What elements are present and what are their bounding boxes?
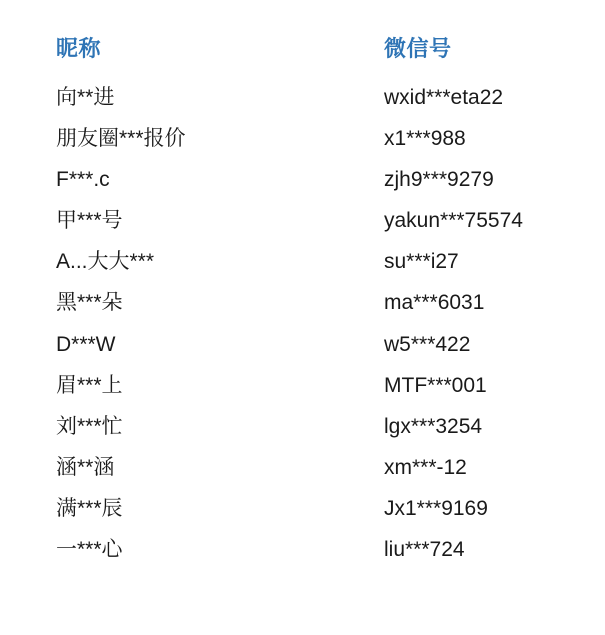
table-row	[0, 77, 605, 118]
cell-wechat-id: liu***724	[384, 538, 465, 562]
cell-wechat-id: lgx***3254	[384, 414, 483, 438]
cell-nickname: F***.c	[56, 168, 110, 192]
table-header	[0, 24, 605, 77]
cell-wechat-id: x1***988	[384, 127, 466, 151]
cell-wechat-id: w5***422	[384, 332, 471, 356]
cell-nickname: 涵**涵	[56, 455, 115, 479]
table-row	[0, 118, 605, 159]
table-row	[0, 200, 605, 241]
cell-nickname: A...大大***	[56, 250, 155, 274]
table-row	[0, 324, 605, 365]
cell-wechat-id: xm***-12	[384, 455, 467, 479]
cell-nickname: 甲***号	[56, 209, 123, 233]
cell-wechat-id: ma***6031	[384, 291, 485, 315]
user-list-table	[0, 24, 605, 570]
cell-nickname: 一***心	[56, 538, 123, 562]
table-row	[0, 529, 605, 570]
table-row	[0, 159, 605, 200]
cell-wechat-id: MTF***001	[384, 373, 487, 397]
cell-nickname: 刘***忙	[56, 414, 123, 438]
cell-nickname: 满***辰	[56, 496, 123, 520]
cell-wechat-id: Jx1***9169	[384, 496, 488, 520]
table-row	[0, 488, 605, 529]
table-header-row	[0, 24, 605, 77]
table-row	[0, 406, 605, 447]
table-row	[0, 365, 605, 406]
cell-wechat-id: su***i27	[384, 250, 459, 274]
cell-nickname: 黑***朵	[56, 291, 123, 315]
cell-wechat-id: yakun***75574	[384, 209, 523, 233]
table-row	[0, 241, 605, 282]
column-header-wechat-id: 微信号	[384, 36, 452, 61]
cell-wechat-id: wxid***eta22	[384, 86, 504, 109]
cell-nickname: 向**进	[56, 86, 115, 109]
table-row	[0, 447, 605, 488]
table-row	[0, 282, 605, 323]
cell-nickname: 朋友圈***报价	[56, 127, 186, 151]
cell-nickname: D***W	[56, 332, 116, 356]
cell-nickname: 眉***上	[56, 373, 123, 397]
table-body	[0, 77, 605, 570]
cell-wechat-id: zjh9***9279	[384, 168, 494, 192]
column-header-nickname: 昵称	[56, 36, 102, 61]
